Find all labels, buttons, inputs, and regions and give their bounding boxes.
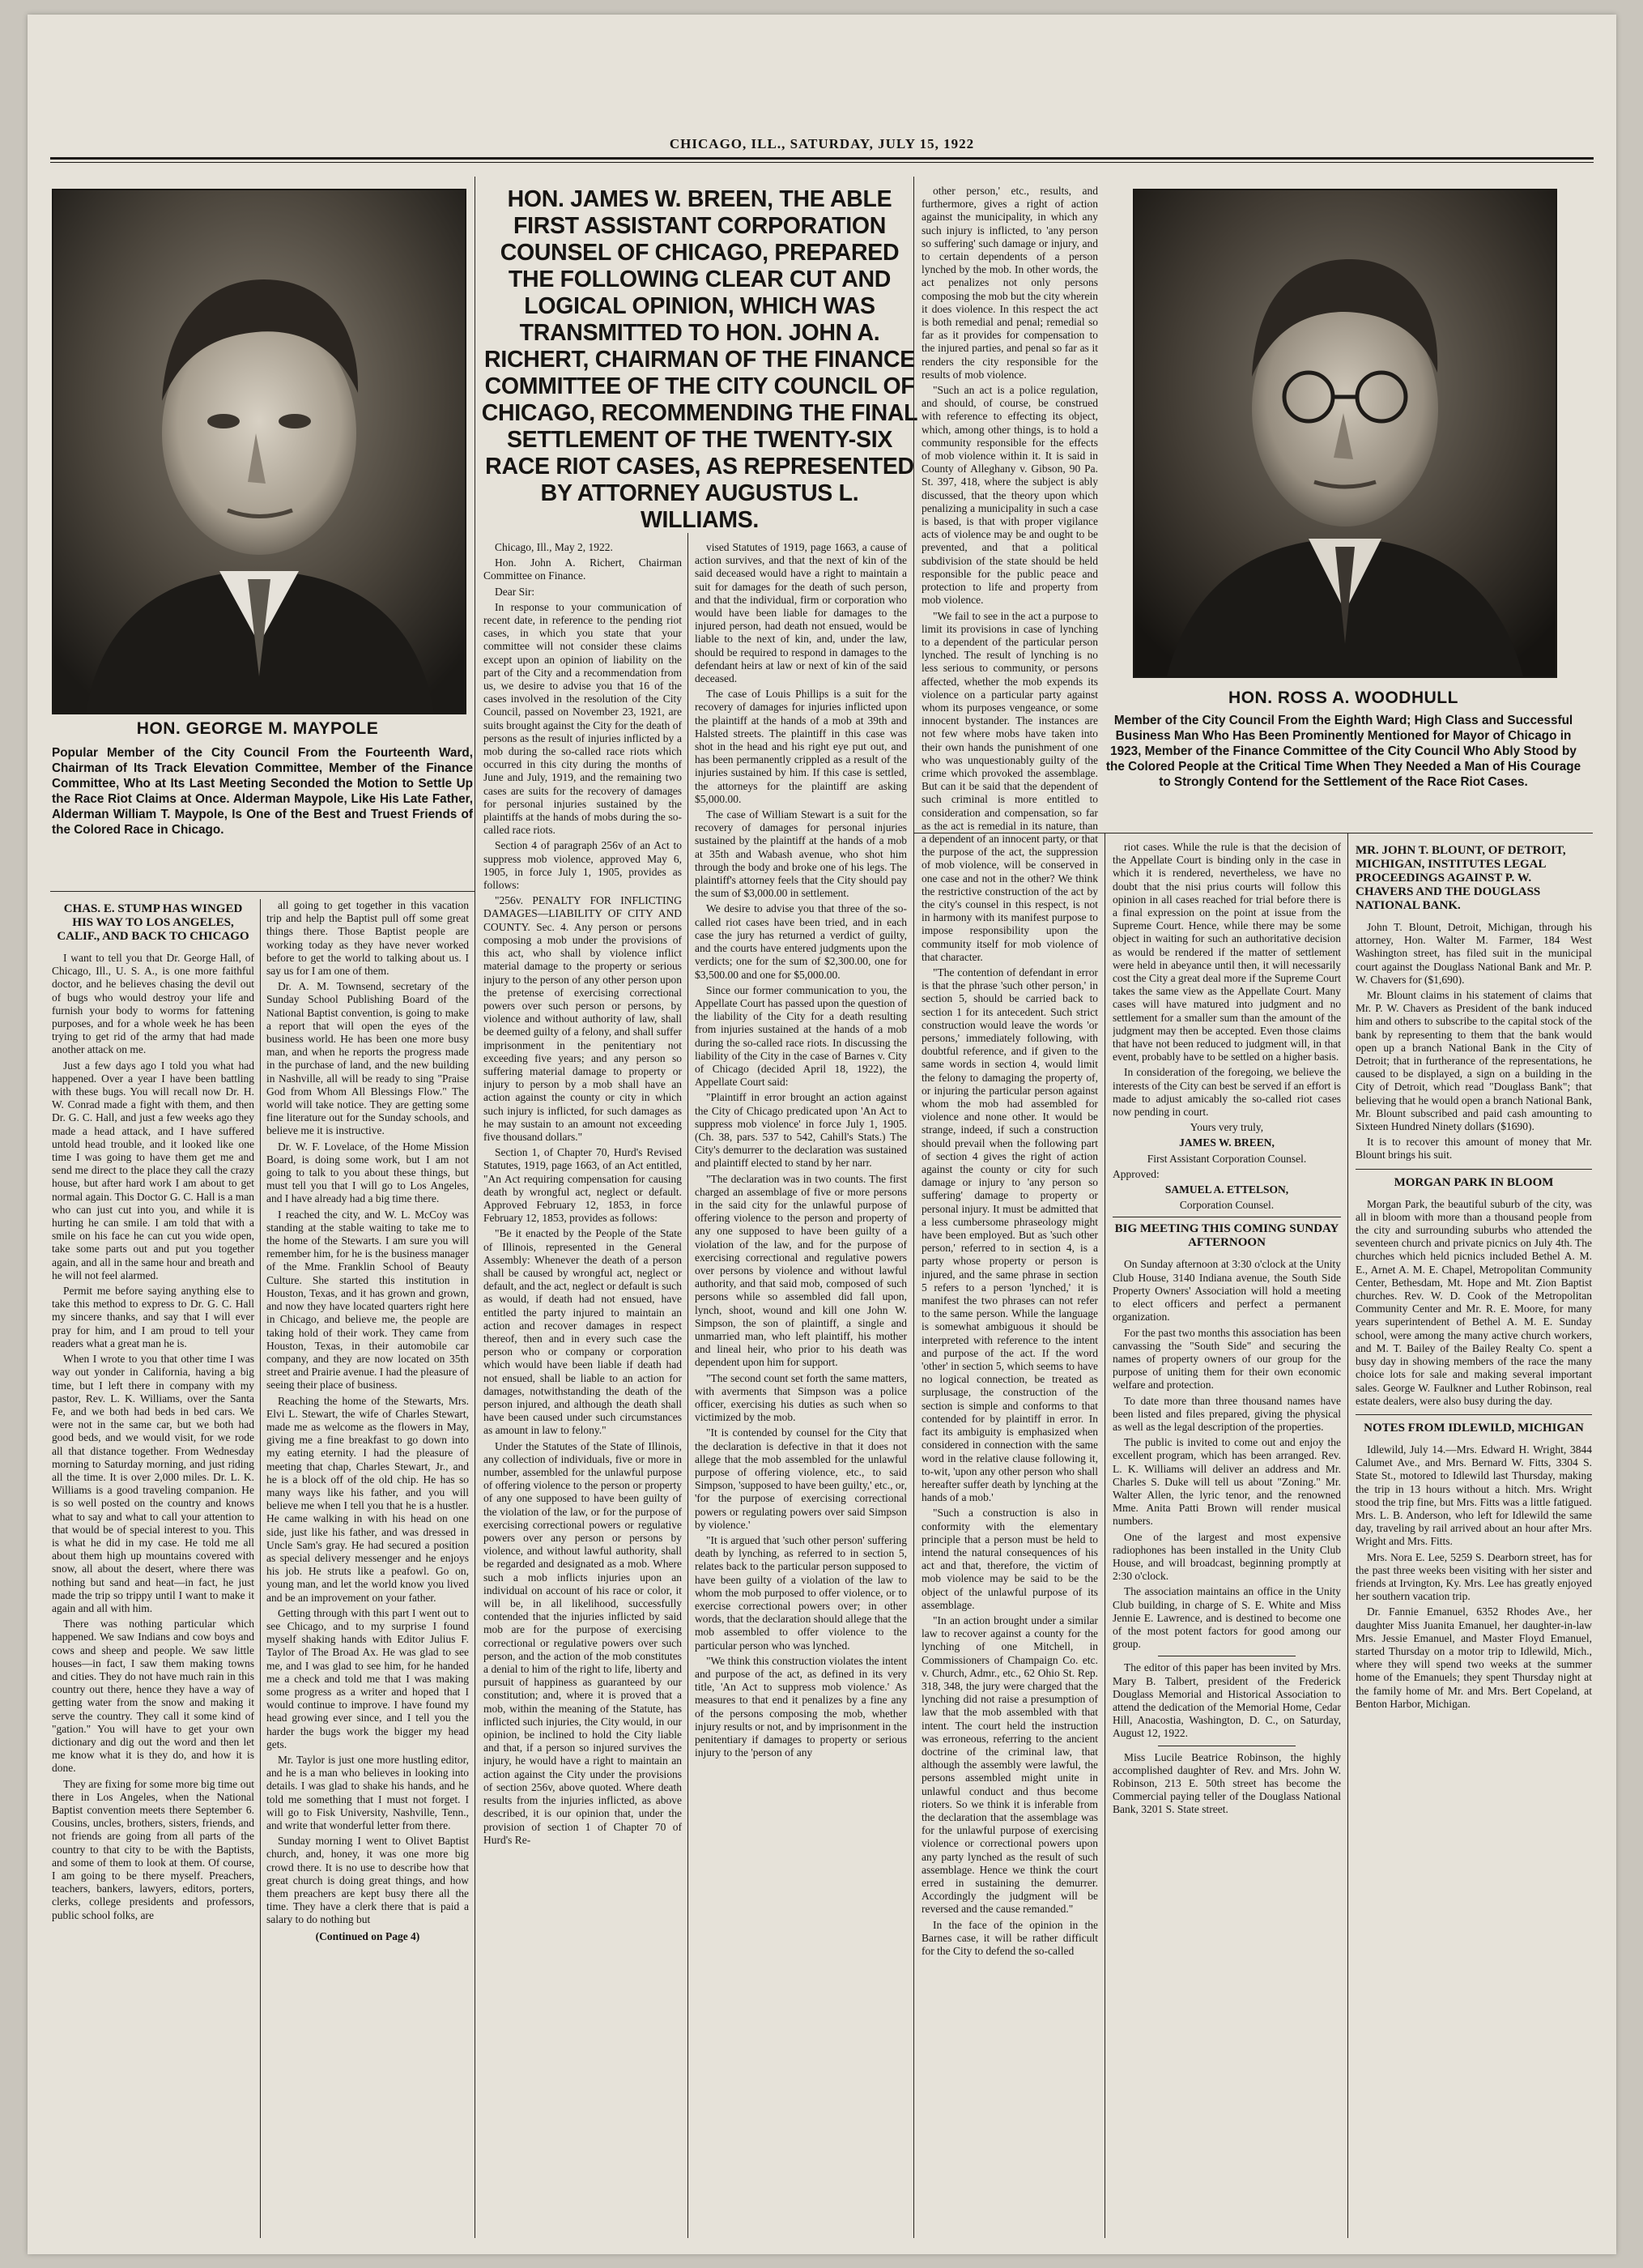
stump-paragraph: Dr. W. F. Lovelace, of the Home Mission Board, is doing some work, but I am not going to talk to you about these things, but must tell you that I will go to Los Angeles, and I have already had a big time there. xyxy=(266,1140,469,1205)
breen-paragraph: "In an action brought under a similar law to recover against a county for the lynching of one Mitchell, in Commissioners of Champaign Co. etc. v. Church, Admr., etc., 62 Ohio St. Rep. 318, 348, the jury were charged that the lynching did not raise a presumption of law that the mob assembled with that intent. The court held the instruction was erroneous, referring to the ancient doctrine of the criminal law, that although the assembly were lawful, the persons assembled might unite in unlawful conduct and thus become rioters. So we think it is inferable from the declaration that the assemblage was for the unlawful purpose of exercising violence or correctional powers upon any party lynched as the result of such assemblage. Hence we think the court erred in sustaining the demurrer. Accordingly the judgment will be reversed and the cause remanded." xyxy=(922,1614,1098,1916)
breen-paragraph: "It is contended by counsel for the City that the declaration is defective in that it does not allege that the mob assembled for the unlawful purpose of offering violence, etc., to said Simpson, 'supposed to have been guilty,' etc., or, 'for the purpose of exercising correctional powers or regulating powers over said Simpson by violence.' xyxy=(695,1426,907,1531)
breen-paragraph: Dear Sir: xyxy=(495,585,535,598)
stump-paragraph: Sunday morning I went to Olivet Baptist church, and, honey, it was one more big crowd there. It is no use to describe how that great church is doing great things, and how them preachers are kept busy there all the time. They have a clerk there that is paid a salary to do nothing but xyxy=(266,1835,469,1926)
breen-column-a xyxy=(483,541,682,2238)
breen-paragraph: "The contention of defendant in error is that the phrase 'such other person,' in section 5, should be carried back to section 1 for its antecedent. Such strict construction would leave the words 'or persons,' immediately following, with doubtful reference, and if given to the same words in section 4, would limit the felony to damaging the property of, or injuring the particular person against whom the mob had assembled for violence and none other. It would be strange, indeed, if such a construction should prevail when the following part of section 4 gives the right of action against the county or city for such damage or injury to 'any person so suffering' damage to property or personal injury. It must be admitted that a less cumbersome phraseology might have been employed. But as 'such other person,' referred to in section 4, is a party whose property or person is injured, and the same phrase in section 5 refers to a person 'lynched,' it is manifest the two phrases can not refer to the same person. While the language is somewhat ambiguous it should be interpreted with reference to the intent and purpose of the act. If the word 'other' in section 5, which seems to have no logical connection, be treated as surplusage, the construction of the section is simple and conforms to that contended for by plaintiff in error. In fact its ambiguity is emphasized when considered in connection with the same word in the relative clause following it, to-wit, 'upon any other person who shall hereafter suffer death by lynching at the hands of a mob.' xyxy=(922,966,1098,1504)
stump-column-a xyxy=(52,899,254,2238)
breen-paragraph: We desire to advise you that three of the so-called riot cases have been tried, and in each case the jury has returned a verdict of guilty, and the courts have entered judgments upon the verdicts; one for the sum of $2,300.00, one for $3,500.00 and one for $5,000.00. xyxy=(695,902,907,981)
stump-paragraph: I want to tell you that Dr. George Hall, of Chicago, Ill., U. S. A., is one more faithful doctor, and he believes chasing the devil out of bugs who would destroy your life and furnish your body to worms for fattening purposes, and for a whole week he has been trying to get rid of the army that had made another attack on me. xyxy=(52,952,254,1056)
meeting-paragraph: Miss Lucile Beatrice Robinson, the highly accomplished daughter of Rev. and Mrs. John W. Robinson, 213 E. 50th street has become the Commercial paying teller of the Douglass National Bank, 3201 S. State street. xyxy=(1113,1750,1341,1816)
stump-paragraph: all going to get together in this vacation trip and help the Baptist pull off some great things there. Those Baptist people are working today as they have never worked before to get the world to talking about us. I say us for I am one of them. xyxy=(266,899,469,978)
breen-column-d xyxy=(1113,841,1341,2238)
breen-paragraph: "Such a construction is also in conformity with the elementary principle that a person must be held to intend the natural consequences of his act and that, therefore, the victim of mob violence may be said to be the object of the unlawful purpose of its assemblage. xyxy=(922,1507,1098,1611)
woodhull-caption: Member of the City Council From the Eighth Ward; High Class and Successful Business Man Who Has Been Prominently Mentioned for Mayor of Chicago in 1923, Member of the Finance Committee of the City Council Who Ably Stood by the Colored People at the Critical Time When They Needed a Man of His Courage to Strongly Contend for the Settlement of the Race Riot Cases. xyxy=(1105,714,1581,789)
breen-paragraph: Hon. John A. Richert, Chairman Committee on Finance. xyxy=(483,556,682,582)
stump-paragraph: They are fixing for some more big time out there in Los Angeles, when the National Baptist convention meets there September 6. Cousins, uncles, brothers, sisters, friends, and not friends are going from all parts of the country to that city to be with the Baptists, and some of them to look at them. Of course, I am going to be there myself. Preachers, teachers, bankers, lawyers, editors, porters, clerks, college presidents and professors, public school folks, are xyxy=(52,1777,254,1921)
stump-paragraph: Mr. Taylor is just one more hustling editor, and he is a man who believes in looking into details. I was glad to shake his hands, and he told me something that I must not forget. I will go to Fisk University, Nashville, Tenn., and write that wonderful letter from there. xyxy=(266,1754,469,1832)
right-column xyxy=(1356,841,1592,2238)
column-rule-2 xyxy=(687,533,688,2238)
big-meeting-headline: BIG MEETING THIS COMING SUNDAY AFTERNOON xyxy=(1114,1222,1339,1250)
stump-paragraph: Permit me before saying anything else to take this method to express to Dr. G. C. Hall my sincere thanks, and say that I will ever pray for him, and I am proud to tell your readers what a great man he is. xyxy=(52,1285,254,1349)
stump-paragraph: Dr. A. M. Townsend, secretary of the Sunday School Publishing Board of the National Baptist convention, is going to make a report that will open the eyes of the business world. He has been one more busy man, and when he reports the progress made in the purchase of land, and the new building in Nashville, all will be ready to sing "Praise God from Whom All Blessings Flow." The world will take notice. They are getting some fine literature out for the Sunday schools, and believe me it is instructive. xyxy=(266,980,469,1137)
breen-column-b xyxy=(695,541,907,2238)
breen-paragraph: "The second count set forth the same matters, with averments that Simpson was a police officer, exercising his duties as such when so victimized by the mob. xyxy=(695,1371,907,1424)
idlewild-headline: NOTES FROM IDLEWILD, MICHIGAN xyxy=(1364,1421,1584,1435)
breen-paragraph: Section 4 of paragraph 256v of an Act to suppress mob violence, approved May 6, 1905, in force July 1, 1905, provides as follows: xyxy=(483,839,682,892)
newspaper-page xyxy=(28,15,1616,2254)
breen-paragraph: "It is argued that 'such other person' suffering death by lynching, as referred to in section 5, relates back to the particular person supposed to have been guilty of a violation of the law to whom the mob purposed to offer violence, or to exercise correctional powers over; in other words, that the declaration should allege that the mob assembled to offer violence to the particular person who was lynched. xyxy=(695,1534,907,1652)
breen-paragraph: "256v. PENALTY FOR INFLICTING DAMAGES—LIABILITY OF CITY AND COUNTY. Sec. 4. Any person or persons composing a mob under the provisions of this act, who shall by violence inflict material damage to the property or serious injury to the person of any other person upon the pretense of exercising correctional powers over such person or persons, by violence and without authority of law, shall be deemed guilty of a felony, and shall suffer imprisonment in the penitentiary not exceeding five years; and any person so suffering material damage to property or injury to person by a mob shall have an action against the county or city in which such injury is inflicted, for such damages as he may sustain to an amount not exceeding five thousand dollars." xyxy=(483,894,682,1143)
breen-paragraph: Under the Statutes of the State of Illinois, any collection of individuals, five or more in number, assembled for the unlawful purpose of offering violence to the person or property of any one supposed to have been guilty of the violation of the law, or for the purpose of exercising correctional powers or regulative powers over any person or persons by violence, and without lawful authority, shall be regarded and designated as a mob. Where such a mob inflicts injuries upon an individual on account of his race or color, it will be, in all likelihood, successfully contended that the injuries inflicted by said mob are for the purpose of exercising correctional or regulative powers over such person, and the action of the mob constitutes a denial to him of the right to life, liberty and pursuit of happiness as guaranteed by our constitution; and, where it is proved that a mob, within the meaning of the Statute, has inflicted such injuries, the City would, in our opinion, be inclined to hold the City liable and that, if a person so injured survives the injury, he would have a right to maintain an action against the City under the provisions of section 256v, above quoted. Where death results from the injuries inflicted, as above described, it is our opinion that, under the provision of section 1 of Chapter 70 of Hurd's Re- xyxy=(483,1439,682,1846)
idlewild-paragraph: Dr. Fannie Emanuel, 6352 Rhodes Ave., her daughter Miss Juanita Emanuel, her daughter-in-law Mrs. Jessie Emanuel, and Master Floyd Emanuel, started Thursday on a motor trip to Idlewild, Mich., where they will spend two weeks at the summer home of the Emanuels; they spent Thursday night at the family home of Mr. and Mrs. Bert Copeland, at Benton Harbor, Michigan. xyxy=(1356,1605,1592,1710)
breen-paragraph: In the face of the opinion in the Barnes case, it will be rather difficult for the City to defend the so-called xyxy=(922,1918,1098,1958)
signature-name: JAMES W. BREEN, xyxy=(1179,1136,1275,1149)
stump-headline: CHAS. E. STUMP HAS WINGED HIS WAY TO LOS ANGELES, CALIF., AND BACK TO CHICAGO xyxy=(57,902,249,943)
section-rule-left xyxy=(50,891,475,892)
maypole-portrait-figure xyxy=(53,190,465,713)
idlewild-paragraph: Idlewild, July 14.—Mrs. Edward H. Wright, 3844 Calumet Ave., and Mrs. Bernard W. Fitts, 3304 S. State St., motored to Idlewild last Thursday, making the trip in 13 hours without a hitch. Mrs. Wright stood the trip fine, but Mrs. Fitts was a little fatigued. Mrs. L. B. Anderson, who left for Idlewild the same day, traveling by rail arrived about an hour after Mrs. Wright and Mrs. Fitts. xyxy=(1356,1443,1592,1548)
maypole-caption: Popular Member of the City Council From the Fourteenth Ward, Chairman of Its Track Elevation Committee, Member of the Finance Committee, Who at Its Last Meeting Seconded the Motion to Settle Up the Race Riot Claims at Once. Alderman Maypole, Like His Late Father, Alderman William T. Maypole, Is One of the Best and Truest Friends of the Colored Race in Chicago. xyxy=(52,746,473,837)
stump-paragraph: Getting through with this part I went out to see Chicago, and to my surprise I found myself shaking hands with Editor Julius F. Taylor of The Broad Ax. He was glad to see me, and I was glad to see him, for he handed me a check and told me that I was making some progress as a writer and hoped that I would continue to improve. I have found my head growing ever since, and I tell you the harder the bugs work the bigger my head gets. xyxy=(266,1606,469,1750)
stump-paragraph: Just a few days ago I told you what had happened. Over a year I have been battling with these bugs. You will recall now Dr. H. W. Conrad made a fight with them, and then Dr. G. C. Hall, and just a few weeks ago they made a head attack, and I have suffered untold head trouble, and it looked like one time I was going to have them get me and send me direct to the place they call the crazy house, but after hard work I am about to get normal again. This Doctor G. C. Hall is a man who can just cut into you, and while it is hurting he can smile. I am told that with a smile on his face he can cut you wide open, take some parts out and put you together again, and all in the same hour and breath and he will not feel alarmed. xyxy=(52,1059,254,1281)
breen-paragraph: The case of William Stewart is a suit for the recovery of damages for personal injuries sustained by the plaintiff at the hands of a mob at 35th and Wabash avenue, who shot him through the body and broke one of his legs. The plaintiff's attorney feels that the City should pay the sum of $3,000.00 in settlement. xyxy=(695,808,907,900)
breen-paragraph: "Plaintiff in error brought an action against the City of Chicago predicated upon 'An Act to suppress mob violence' in force July 1, 1905. (Ch. 38, pars. 537 to 542, Cahill's Stats.) The City's demurrer to the declaration was sustained and plaintiff elected to stand by her narr. xyxy=(695,1091,907,1170)
meeting-paragraph: The association maintains an office in the Unity Club building, in charge of S. E. White and Miss Jennie E. Lawrence, and is destined to become one of the most potent factors for good among our group. xyxy=(1113,1585,1341,1651)
idlewild-paragraph: Mrs. Nora E. Lee, 5259 S. Dearborn street, has for the past three weeks been visiting with her sister and friends at Irvington, Ky. Mrs. Lee has greatly enjoyed her southern vacation trip. xyxy=(1356,1550,1592,1603)
stump-paragraph: Reaching the home of the Stewarts, Mrs. Elvi L. Stewart, the wife of Charles Stewart, made me as welcome as the flowers in May, giving me a fine breakfast to go down into my eating eternity. I had the pleasure of meeting that chap, Charles Stewart, Jr., and he is a block off of the old chip. He has so many ways like his father, and you will believe me when I tell you that he is a hustler. He came walking in with his head on one side, just like his father, and was dressed in Uncle Sam's gray. He had secured a position as special delivery messenger and he enjoys his job. He struts like a peafowl. Go on, young man, and let the world know you lived and be an improvement on your father. xyxy=(266,1394,469,1604)
breen-paragraph: "Be it enacted by the People of the State of Illinois, represented in the General Assembly: Whenever the death of a person shall be caused by wrongful act, neglect or default, and the act, neglect or default is such as would, if death had not ensued, have entitled the party injured to maintain an action and recover damages in respect thereof, then and in every such case the person who or company or corporation which would have been liable if death had not ensued, shall be liable to an action for damages, notwithstanding the death of the person injured, and although the death shall have been caused under such circumstances as amount in law to felony." xyxy=(483,1227,682,1437)
maypole-name: HON. GEORGE M. MAYPOLE xyxy=(136,719,379,738)
stump-paragraph: I reached the city, and W. L. McCoy was standing at the stable waiting to take me to the home of the Stewarts. I am sure you will remember him, for he is the business manager of the Mme. Franklin School of Beauty Culture. She started this institution in Houston, Texas, and it has grown and grown, and now they have located quarters right here in Chicago, and believe me, the people are taking hold of their work. They came from Houston, Texas, in their automobile car company, and they are now located on 35th street and Prairie avenue. I had the pleasure of seeing their place of business. xyxy=(266,1208,469,1392)
meeting-paragraph: The editor of this paper has been invited by Mrs. Mary B. Talbert, president of the Frederick Douglass Memorial and Historical Association to attend the dedication of the Memorial Home, Cedar Hill, Anacostia, Washington, D. C., on Saturday, August 12, 1922. xyxy=(1113,1661,1341,1740)
dateline: CHICAGO, ILL., SATURDAY, JULY 15, 1922 xyxy=(669,136,975,151)
meeting-paragraph: One of the largest and most expensive radiophones has been installed in the Unity Club House, and will broadcast, beginning promptly at 2:30 o'clock. xyxy=(1113,1530,1341,1583)
meeting-paragraph: For the past two months this association has been canvassing the "South Side" and securing the names of property owners of our group for the purpose of uniting them for their own economic welfare and protection. xyxy=(1113,1326,1341,1392)
breen-paragraph: other person,' etc., results, and furthermore, gives a right of action against the municipality, in which any such injury is inflicted, to 'any person so suffering' such damage or injury, and to certain dependents of a person lynched by the mob. In other words, the act penalizes not only persons composing the mob but the city wherein it does violence. In this respect the act is both remedial and penal; remedial so far as it provides for compensation to the injured parties, and penal so far as it renders the city responsible for the results of mob violence. xyxy=(922,185,1098,381)
breen-column-c xyxy=(922,185,1098,2238)
breen-paragraph: "Such an act is a police regulation, and should, of course, be construed with reference to effecting its object, which, among other things, is to hold a community responsible for the effects of mob violence within it. It is said in County of Alleghany v. Gibson, 90 Pa. St. 397, 418, where the subject is ably discussed, that the theory upon which penalizing a municipality in such a case is based, is that with proper vigilance acts of violence may be and ought to be prevented, and that a political subdivision of the state should be held responsible for the public peace and protection to life and property from mob violence. xyxy=(922,384,1098,607)
section-rule-morgan xyxy=(1356,1169,1592,1170)
morgan-park-headline: MORGAN PARK IN BLOOM xyxy=(1394,1175,1554,1189)
woodhull-portrait-figure xyxy=(1134,190,1556,676)
meeting-paragraph: On Sunday afternoon at 3:30 o'clock at the Unity Club House, 3140 Indiana avenue, the South Side Property Owners' Association will hold a meeting to elect officers and perfect a permanent organization. xyxy=(1113,1258,1341,1324)
column-rule-5 xyxy=(1347,833,1348,2238)
blount-paragraph: It is to recover this amount of money that Mr. Blount brings his suit. xyxy=(1356,1136,1592,1162)
breen-paragraph: Section 1, of Chapter 70, Hurd's Revised Statutes, 1919, page 1663, of an Act entitled, "An Act requiring compensation for causing death by wrongful act, neglect or default. Approved February 12, 1853, in force February 12, 1853, provides as follows: xyxy=(483,1146,682,1225)
breen-paragraph: "We think this construction violates the intent and purpose of the act, as defined in its very title, 'An Act to suppress mob violence.' As measures to that end it penalizes by a fine any of the persons composing the mob, whether injury results or not, and by imprisonment in the penitentiary if damages to property or serious injury to the 'person of any xyxy=(695,1654,907,1759)
morgan-park-paragraph: Morgan Park, the beautiful suburb of the city, was all in bloom with more than a thousand people from the city and surrounding suburbs who attended the seventeen church and private picnics on July 4th. The churches which held picnics included Bethel A. M. E., Arnet A. M. E. Chapel, Metropolitan Community Center, Bethesdam, Mt. Hope and Mt. Zion Baptist churches. Rev. W. D. Cook of the Metropolitan Community Center and Mr. R. E. Moore, for many years superintendent of Bethel A. M. E. Sunday school, were among the many active church workers, and M. T. Bailey of the Bailey Realty Co. spent a busy day in showing members of the race the many choice lots for sale and making several important sales. George W. Faulkner and Luther Robinson, real estate dealers, were also busy during the day. xyxy=(1356,1197,1592,1407)
breen-paragraph: riot cases. While the rule is that the decision of the Appellate Court is binding only in the case in which it is rendered, nevertheless, we have no doubt that the nisi prius courts will follow this opinion in all cases reached for trial before there is a final expression on the point at issue from the Supreme Court. Hence, while there may be some object in waiting for such an authoritative decision as would be rendered if the matter of settlement were held in abeyance until then, it will necessarily cost the City a great deal more if the Supreme Court takes the same view as the Appellate Court. Many cases will have matured into judgment and no settlement for a smaller sum than the amount of the judgment may then be accepted. Even those claims that have not been reduced to judgment will, in that event, probably have to be settled on a higher basis. xyxy=(1113,841,1341,1064)
blount-headline: MR. JOHN T. BLOUNT, OF DETROIT, MICHIGAN, INSTITUTES LEGAL PROCEEDINGS AGAINST P. W. CHAVERS AND THE DOUGLASS NATIONAL BANK. xyxy=(1356,844,1566,912)
woodhull-portrait xyxy=(1133,189,1557,678)
stump-paragraph: When I wrote to you that other time I was way out yonder in California, having a big time, but I left there in company with my pastor, Rev. L. K. Williams, over the Santa Fe, and we both had beds in bed cars. We were not in the same car, but we both had good beds, and we would visit, for we rode all that distance together. From Wednesday morning to Saturday morning, and just riding all the time. It is over 2,000 miles. Dr. L. K. Williams is a good traveling companion. He is so well posted on the country and knows what to say and what to call your attention to that would be of special interest to you. This is what he did in my case. He told me all about them high up mountains covered with snow, all about the desert, where there was nothing but sand and heat—in fact, he just made the trip so trippy until I want to make it again and all with him. xyxy=(52,1353,254,1614)
breen-paragraph: The case of Louis Phillips is a suit for the recovery of damages for injuries inflicted upon the plaintiff at the hands of a mob at 39th and Halsted streets. The plaintiff in this case was shot in the head and his right eye put out, and has been permanently crippled as a result of the injuries sustained by him. If this case is settled, the attorneys for the plaintiff are asking $5,000.00. xyxy=(695,688,907,805)
blount-paragraph: John T. Blount, Detroit, Michigan, through his attorney, Hon. Walter M. Farmer, 184 West Washington street, has filed suit in the municipal court against the Douglass National Bank and Mr. P. W. Chavers for ($1,690). xyxy=(1356,921,1592,986)
top-rule xyxy=(50,157,1594,160)
section-rule-idlewild xyxy=(1356,1414,1592,1415)
column-rule-3 xyxy=(913,177,914,2238)
woodhull-name: HON. ROSS A. WOODHULL xyxy=(1228,688,1458,707)
signature-approver-title: Corporation Counsel. xyxy=(1179,1199,1275,1212)
breen-paragraph: "The declaration was in two counts. The first charged an assemblage of five or more persons in the said city for the unlawful purpose of offering violence to the person and property of any one supposed to have been guilty of a violation of the law, and for the purpose of exercising correctional and regulative powers over persons by violence and without lawful authority, and that said mob, composed of such persons while so assembled did fall upon, lynch, shoot, wound and kill one John W. Simpson, the son of plaintiff, a single and unmarried man, who left plaintiff, his mother and lineal heir, who prior to his death was dependent upon him for support. xyxy=(695,1172,907,1369)
breen-paragraph: Chicago, Ill., May 2, 1922. xyxy=(495,541,613,553)
blount-paragraph: Mr. Blount claims in his statement of claims that Mr. P. W. Chavers as President of the bank induced him and others to subscribe to the capital stock of the bank by representing to them that the bank would open up a branch National Bank in the City of Detroit; that in furtherance of the representations, he caused to be displayed, a sign on a building in the City of Detroit, which read "Douglass Bank"; that believing that he would open a branch National Bank, Mr. Blount subscribed and paid cash amounting to Sixteen Hundred Ninety dollars ($1690). xyxy=(1356,989,1592,1133)
breen-headline: HON. JAMES W. BREEN, THE ABLE FIRST ASSISTANT CORPORATION COUNSEL OF CHICAGO, PREPARED THE FOLLOWING CLEAR CUT AND LOGICAL OPINION, WHICH WAS TRANSMITTED TO HON. JOHN A. RICHERT, CHAIRMAN OF THE FINANCE COMMITTEE OF THE CITY COUNCIL OF CHICAGO, RECOMMENDING THE FINAL SETTLEMENT OF THE TWENTY-SIX RACE RIOT CASES, AS REPRESENTED BY ATTORNEY AUGUSTUS L. WILLIAMS. xyxy=(481,186,918,533)
signature-title: First Assistant Corporation Counsel. xyxy=(1147,1152,1307,1165)
stump-paragraph: There was nothing particular which happened. We saw Indians and cow boys and cows and sheep and people. We saw little houses—in fact, I saw them making towns and cities. They do not have much rain in this country out there, hence they have a way of getting water from the snow and making it serve the country. They call it some kind of "gation." You will have to get your own dictionary and dig out the word and then let me know what it is they do, and how it is done. xyxy=(52,1618,254,1775)
breen-paragraph: vised Statutes of 1919, page 1663, a cause of action survives, and that the next of kin of the said deceased would have a right to maintain a suit for damages for the death of such person, and that the individual, firm or corporation who would have been liable for damages to the injured person, had death not ensued, would be liable to the next of kin, and, under the law, should be required to respond in damages to the defendant heirs at law or next of kin of the said deceased. xyxy=(695,541,907,685)
stump-column-b xyxy=(266,899,469,2238)
column-rule-stump xyxy=(260,899,261,2238)
signature-approver: SAMUEL A. ETTELSON, xyxy=(1164,1183,1289,1196)
breen-paragraph: In consideration of the foregoing, we believe the interests of the City can best be served if an effort is made to adjust amicably the so-called riot cases now pending in court. xyxy=(1113,1066,1341,1119)
meeting-paragraph: To date more than three thousand names have been listed and files prepared, giving the physical as well as the legal description of the properties. xyxy=(1113,1394,1341,1433)
maypole-portrait xyxy=(52,189,466,714)
signature-approved-label: Approved: xyxy=(1113,1167,1160,1180)
breen-paragraph: Since our former communication to you, the Appellate Court has passed upon the question of the liability of the City for a death resulting from injuries sustained at the hands of a mob during the so-called race riots. In discussing the liability of the City in the case of Barnes v. City of Chicago (decided April 18, 1922), the Appellate Court said: xyxy=(695,983,907,1089)
top-rule-thin xyxy=(50,162,1594,163)
breen-paragraph: "We fail to see in the act a purpose to limit its provisions in case of lynching to a dependent of the particular person lynched. The result of lynching is no less serious to community, or persons affected, whether the mob expends its violence on a particular party against whom its purposes vengeance, or some innocent bystander. The instances are not few where mobs have taken into their own hands the punishment of one who was unquestionably guilty of the crime which provoked the assemblage. But can it be said that the dependent of such criminal is more entitled to consideration and compensation, so far as the act is remedial in its nature, than a dependent of an innocent party, or that the purpose of the act, the suppression of mob violence, will be conserved in one case and not in the other? We think the restrictive construction of the act by the city's counsel in this respect, is not in harmony with its manifest purpose to impose responsibility upon the community itself for mob violence of that character. xyxy=(922,609,1098,963)
signature-closing: Yours very truly, xyxy=(1190,1121,1264,1134)
continued-notice: (Continued on Page 4) xyxy=(315,1929,420,1942)
breen-paragraph: In response to your communication of recent date, in reference to the pending riot cases, in which you state that your committee will not consider these claims except upon an opinion of liability on the part of the City and a recommendation from us, we desire to advise you that 16 of the cases involved in the resolution of the City Council, passed on November 23, 1921, are suits brought against the City for the death of persons as the result of injuries inflicted by a mob during the so-called race riots which occurred in this city during the months of June and July, 1919, and the remaining two cases are suits for the recovery of damages for personal injuries sustained by the plaintiffs at the hands of mobs during the so-called race riots. xyxy=(483,600,682,837)
meeting-paragraph: The public is invited to come out and enjoy the excellent program, which has been arranged. Rev. L. K. Williams will deliver an address and Mr. Charles S. Duke will tell us about "Zoning." Mr. Walter Allen, the lyric tenor, and the renowned Mme. Anita Patti Brown will render musical numbers. xyxy=(1113,1436,1341,1528)
